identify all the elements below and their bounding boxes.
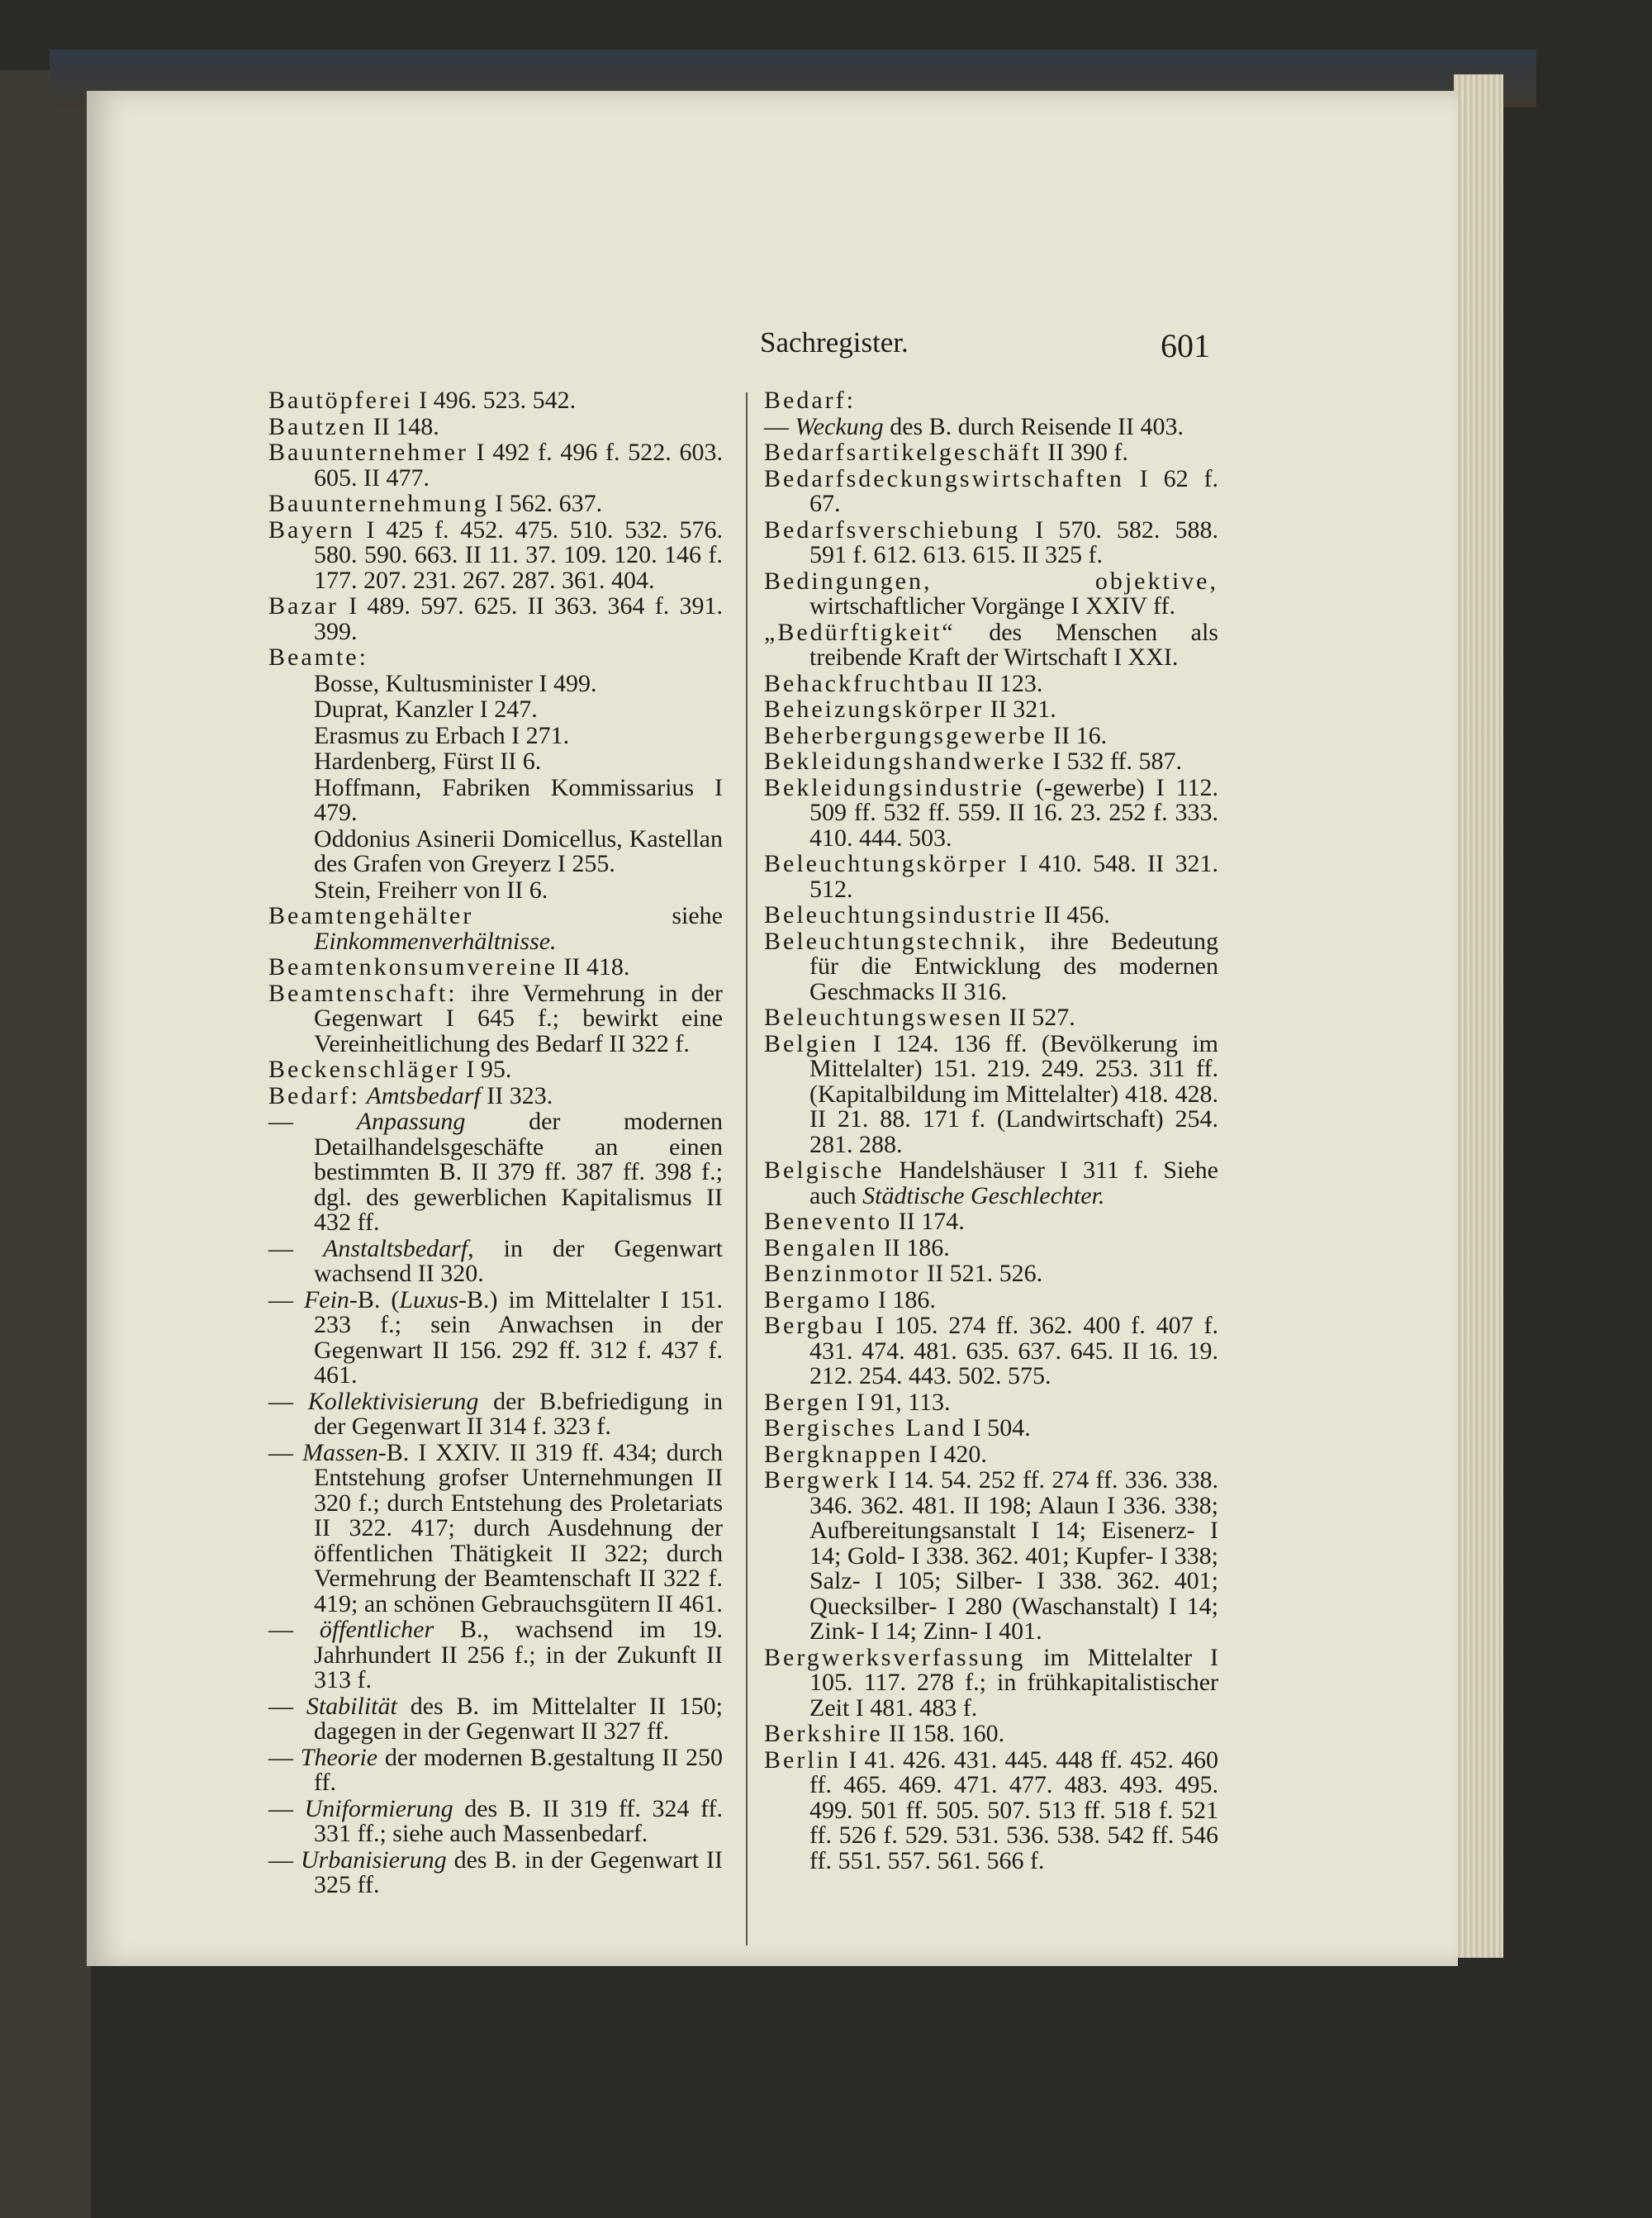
- sub-entry: Stein, Freiherr von II 6.: [314, 876, 548, 904]
- page-number: 601: [1161, 327, 1210, 364]
- index-entry: Bautöpferei I 496. 523. 542.: [268, 387, 577, 414]
- right-column: [764, 388, 1218, 1874]
- index-entry: Benzinmotor II 521. 526.: [764, 1260, 1043, 1287]
- sub-entry: — öffentlicher B., wachsend im 19. Jahrhundert II 256 f.; in der Zukunft II 313 f.: [268, 1616, 724, 1693]
- column-rule: [746, 392, 748, 1945]
- index-entry: Behackfruchtbau II 123.: [764, 669, 1043, 697]
- index-entry: Bauunternehmer I 492 f. 496 f. 522. 603. 605. II 477.: [268, 439, 723, 492]
- sub-entry: — Anstaltsbedarf, in der Gegenwart wachsend II 320.: [268, 1234, 723, 1287]
- sub-entry: — Weckung des B. durch Reisende II 403.: [764, 412, 1184, 440]
- index-entry: Bekleidungsindustrie (-gewerbe) I 112. 509 ff. 532 ff. 559. II 16. 23. 252 f. 333. 410. 444. 503.: [764, 773, 1219, 852]
- index-entry: Beherbergungsgewerbe II 16.: [764, 721, 1108, 749]
- index-entry: Bedarf:: [764, 387, 856, 414]
- page-header: [87, 326, 1458, 376]
- index-entry: Beamtenschaft: ihre Vermehrung in der Gegenwart I 645 f.; bewirkt eine Vereinheitlichung des Bedarf II 322 f.: [268, 979, 723, 1057]
- index-entry: Beamtenkonsumvereine II 418.: [268, 953, 630, 981]
- left-column: [268, 388, 723, 1899]
- index-entry: Bedingungen, objektive, wirtschaftlicher Vorgänge I XXIV ff.: [764, 567, 1218, 620]
- index-entry: Bazar I 489. 597. 625. II 363. 364 f. 391. 399.: [268, 592, 723, 645]
- sub-entry: — Kollektivisierung der B.befriedigung in der Gegenwart II 314 f. 323 f.: [268, 1387, 724, 1440]
- index-entry: Benevento II 174.: [764, 1208, 965, 1235]
- page: [87, 91, 1458, 1966]
- sub-entry: Bosse, Kultusminister I 499.: [314, 669, 597, 697]
- index-entry: Beleuchtungswesen II 527.: [764, 1004, 1075, 1031]
- sub-entry: — Urbanisierung des B. in der Gegenwart II 325 ff.: [268, 1845, 724, 1898]
- sub-entry: — Theorie der modernen B.gestaltung II 250 ff.: [268, 1743, 724, 1796]
- index-entry: Bengalen II 186.: [764, 1233, 950, 1261]
- index-entry: Bergwerksverfassung im Mittelalter I 105. 117. 278 f.; in frühkapitalistischer Zeit I 481. 483 f.: [764, 1643, 1219, 1722]
- index-entry: Beamte:: [268, 644, 368, 671]
- sub-entry: — Fein-B. (Luxus-B.) im Mittelalter I 151. 233 f.; sein Anwachsen in der Gegenwart II 156. 292 ff. 312 f. 437 f. 461.: [268, 1285, 724, 1389]
- index-entry: Bergknappen I 420.: [764, 1440, 987, 1468]
- index-entry: Bedarf: Amtsbedarf II 323.: [268, 1081, 553, 1109]
- sub-entry: Duprat, Kanzler I 247.: [314, 696, 538, 723]
- index-entry: Beleuchtungsindustrie II 456.: [764, 901, 1110, 929]
- index-entry: Beamtengehälter siehe Einkommenverhältnisse.: [268, 902, 723, 955]
- index-entry: Bedarfsartikelgeschäft II 390 f.: [764, 439, 1128, 466]
- index-entry: Bedarfsdeckungswirtschaften I 62 f. 67.: [764, 464, 1219, 517]
- index-entry: Bedarfsverschiebung I 570. 582. 588. 591 f. 612. 613. 615. II 325 f.: [764, 515, 1218, 568]
- sub-entry: Oddonius Asinerii Domicellus, Kastellan des Grafen von Greyerz I 255.: [314, 824, 723, 877]
- sub-entry: — Anpassung der modernen Detailhandelsgeschäfte an einen bestimmten B. II 379 ff. 387 ff. 398 f.; dgl. des gewerblichen Kapitalismus II 432 ff.: [268, 1108, 724, 1236]
- running-head: Sachregister.: [760, 326, 909, 359]
- index-entry: „Bedürftigkeit“ des Menschen als treibende Kraft der Wirtschaft I XXI.: [764, 618, 1218, 671]
- index-entry: Belgische Handelshäuser I 311 f. Siehe auch Städtische Geschlechter.: [764, 1156, 1218, 1209]
- index-entry: Bekleidungshandwerke I 532 ff. 587.: [764, 748, 1183, 775]
- sub-entry: Hardenberg, Fürst II 6.: [314, 748, 542, 775]
- index-entry: Belgien I 124. 136 ff. (Bevölkerung im Mittelalter) 151. 219. 249. 253. 311 ff. (Kapitalbildung im Mittelalter) 418. 428. II 21. 88. 171 f. (Landwirtschaft) 254. 281. 288.: [764, 1029, 1218, 1158]
- sub-entry: — Uniformierung des B. II 319 ff. 324 ff. 331 ff.; siehe auch Massenbedarf.: [268, 1794, 724, 1847]
- index-entry: Bauunternehmung I 562. 637.: [268, 490, 603, 517]
- index-entry: Beckenschläger I 95.: [268, 1056, 512, 1083]
- index-entry: Bayern I 425 f. 452. 475. 510. 532. 576. 580. 590. 663. II 11. 37. 109. 120. 146 f. 177. 207. 231. 267. 287. 361. 404.: [268, 515, 723, 594]
- index-entry: Bergen I 91, 113.: [764, 1388, 951, 1416]
- index-entry: Beleuchtungstechnik, ihre Bedeutung für die Entwicklung des modernen Geschmacks II 316.: [764, 927, 1218, 1005]
- sub-entry: Hoffmann, Fabriken Kommissarius I 479.: [314, 773, 723, 826]
- index-entry: Bergisches Land I 504.: [764, 1414, 1031, 1441]
- index-entry: Bergwerk I 14. 54. 252 ff. 274 ff. 336. 338. 346. 362. 481. II 198; Alaun I 336. 338; Aufbereitungsanstalt I 14; Eisenerz- I 14; Gold- I 338. 362. 401; Kupfer- I 338; Salz- I 105; Silber- I 338. 362. 401; Quecksilber- I 280 (Waschanstalt) I 14; Zink- I 14; Zinn- I 401.: [764, 1466, 1218, 1645]
- sub-entry: — Stabilität des B. im Mittelalter II 150; dagegen in der Gegenwart II 327 ff.: [268, 1692, 724, 1745]
- index-entry: Beleuchtungskörper I 410. 548. II 321. 512.: [764, 850, 1218, 903]
- index-entry: Beheizungskörper II 321.: [764, 696, 1056, 723]
- index-entry: Berkshire II 158. 160.: [764, 1720, 1005, 1747]
- sub-entry: Erasmus zu Erbach I 271.: [314, 721, 570, 749]
- sub-entry: — Massen-B. I XXIV. II 319 ff. 434; durch Entstehung grofser Unternehmungen II 320 f.; durch Entstehung des Proletariats II 322. 417; durch Ausdehnung der öffentlichen Thätigkeit II 322; durch Vermehrung der Beamtenschaft II 322 f. 419; an schönen Gebrauchsgütern II 461.: [268, 1438, 724, 1617]
- book-cover-left: [0, 70, 91, 2218]
- index-entry: Bergbau I 105. 274 ff. 362. 400 f. 407 f. 431. 474. 481. 635. 637. 645. II 16. 19. 212. 254. 443. 502. 575.: [764, 1312, 1218, 1389]
- index-entry: Bergamo I 186.: [764, 1285, 936, 1313]
- index-entry: Berlin I 41. 426. 431. 445. 448 ff. 452. 460 ff. 465. 469. 471. 477. 483. 493. 495. 499. 501 ff. 505. 507. 513 ff. 518 f. 521 ff. 526 f. 529. 531. 536. 538. 542 ff. 546 ff. 551. 557. 561. 566 f.: [764, 1745, 1219, 1874]
- page-edge: [1454, 74, 1503, 1958]
- index-entry: Bautzen II 148.: [268, 412, 439, 440]
